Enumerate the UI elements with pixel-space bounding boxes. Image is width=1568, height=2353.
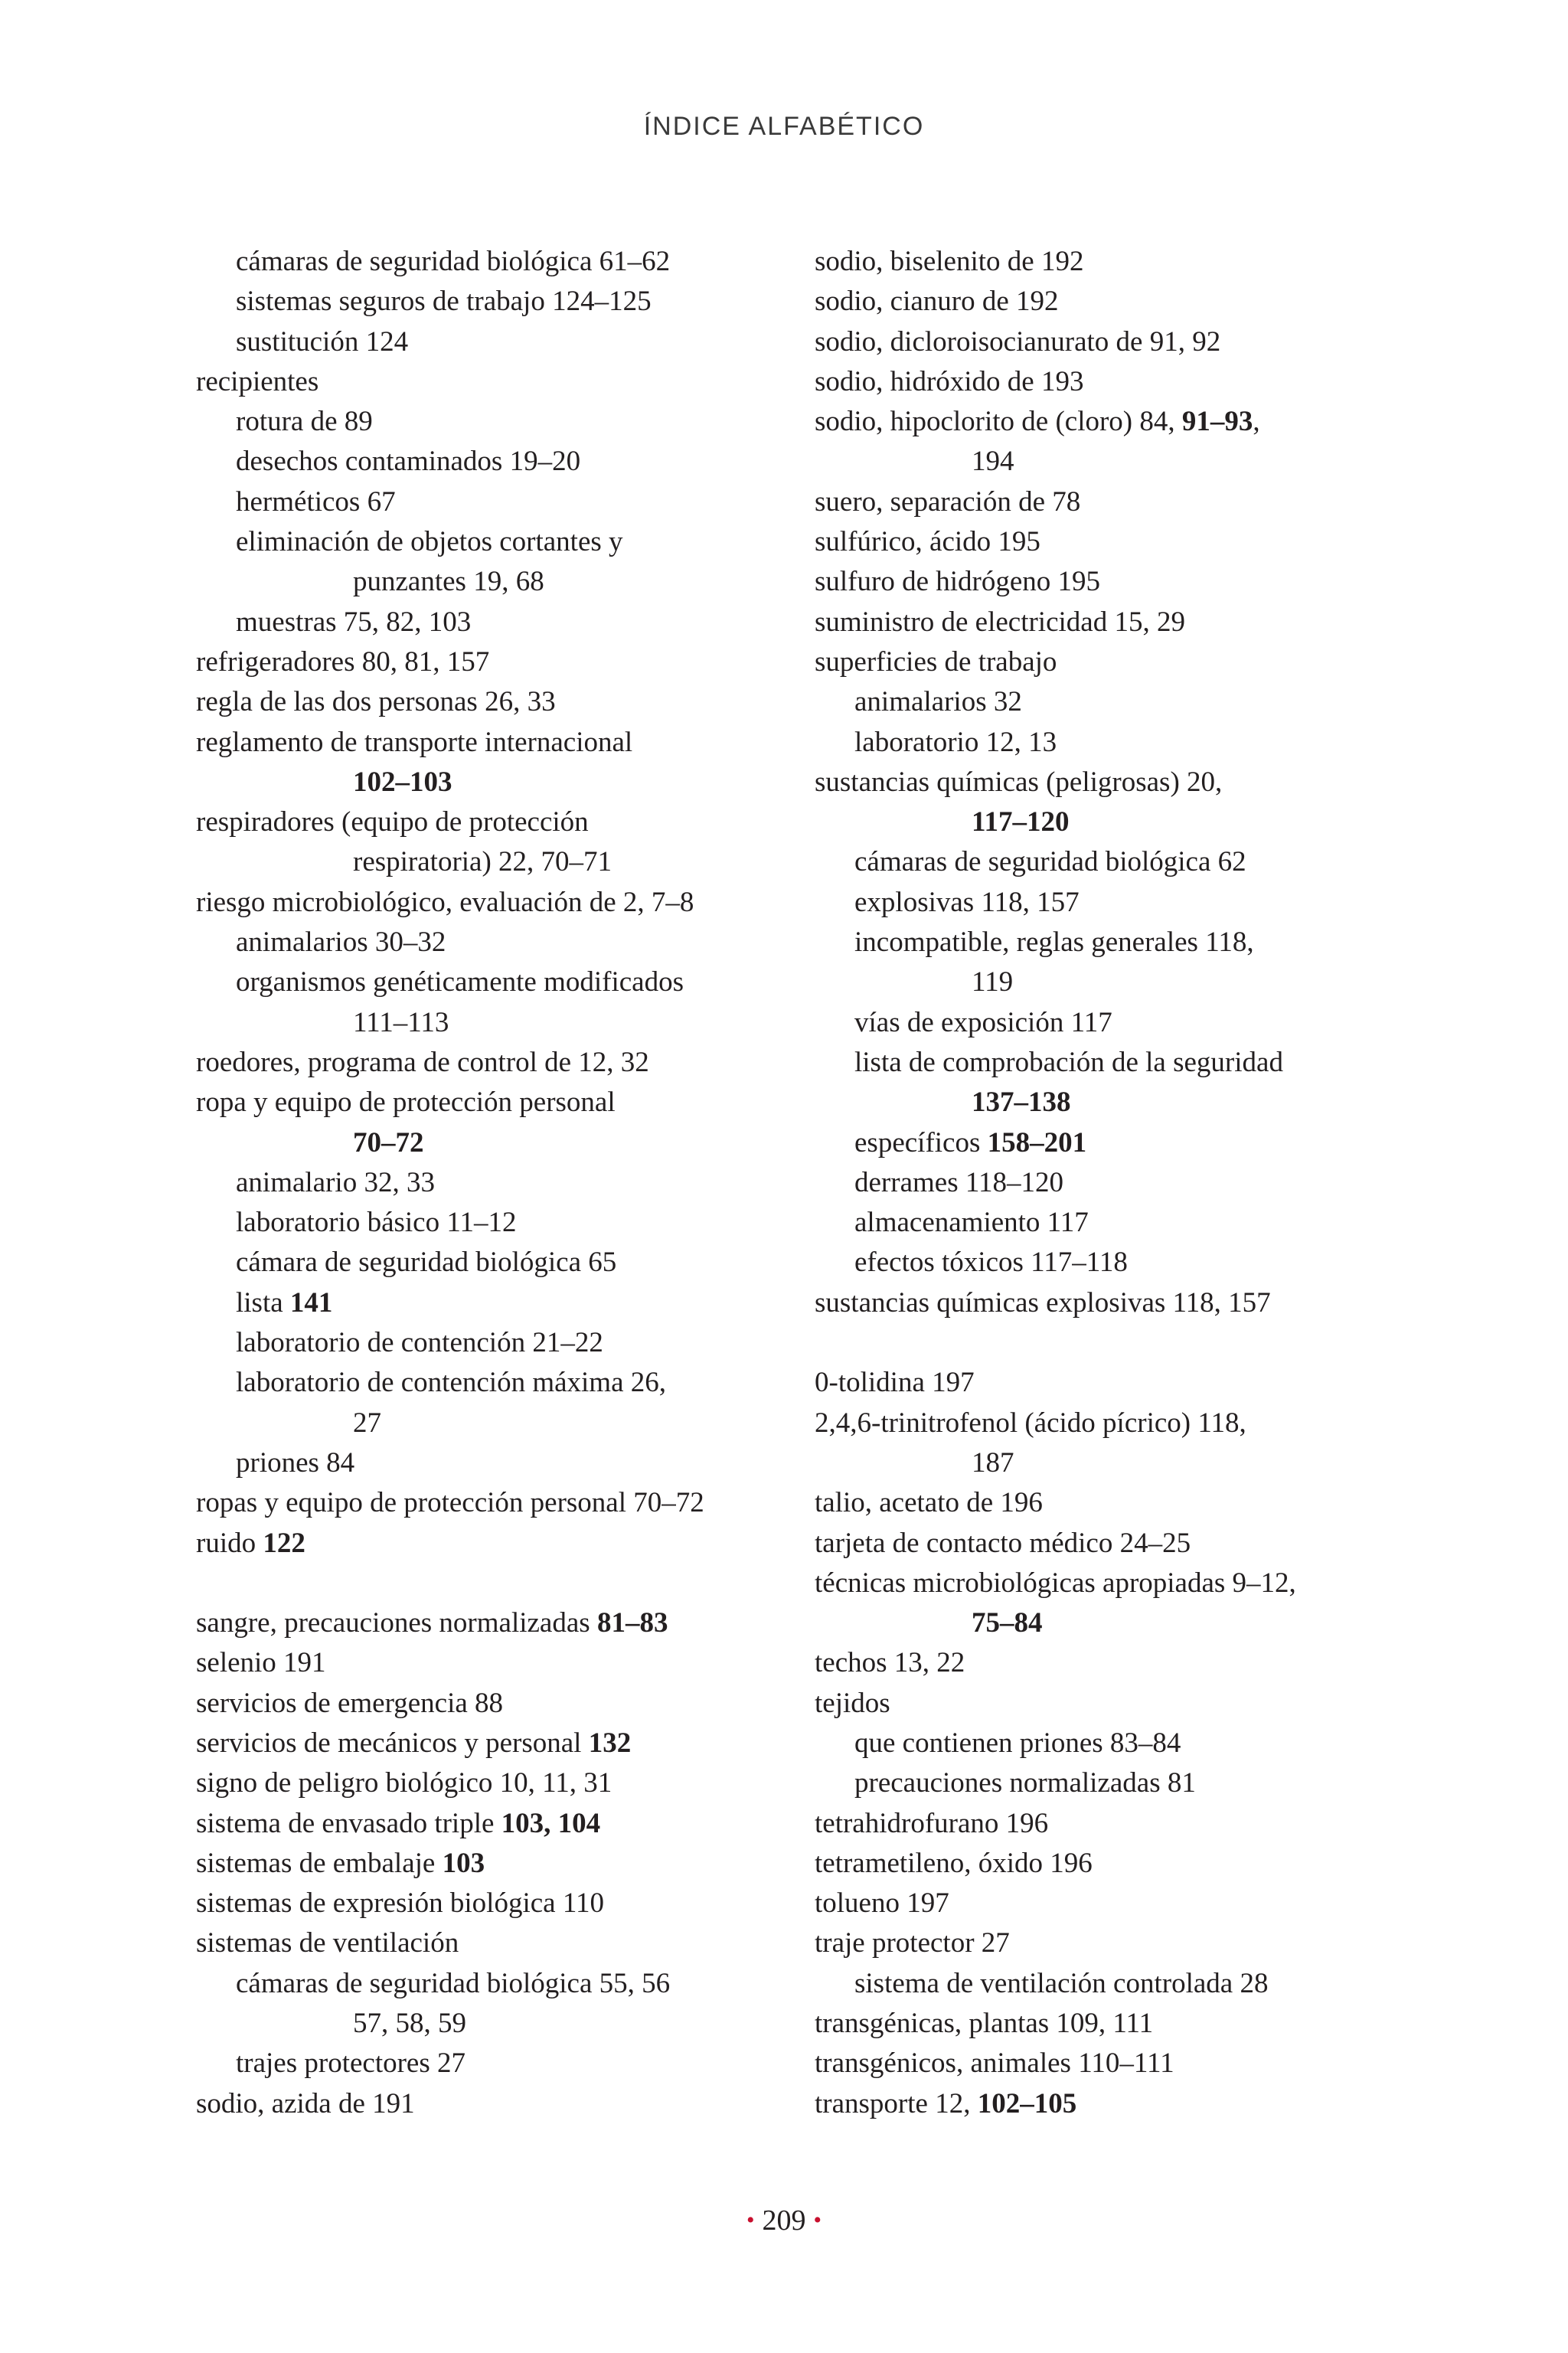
entry-text: selenio 191 bbox=[196, 1647, 326, 1679]
entry-text: servicios de emergencia 88 bbox=[196, 1687, 504, 1719]
entry-text: vías de exposición 117 bbox=[854, 1006, 1112, 1038]
index-entry bbox=[196, 1804, 778, 1844]
entry-text: 0-tolidina 197 bbox=[815, 1367, 975, 1399]
entry-text: superficies de trabajo bbox=[815, 645, 1057, 678]
index-subentry bbox=[196, 1163, 778, 1203]
entry-text: animalarios 30–32 bbox=[236, 926, 446, 959]
entry-text: sodio, azida de 191 bbox=[196, 2087, 415, 2119]
entry-text: servicios de mecánicos y personal bbox=[196, 1727, 589, 1759]
index-entry bbox=[196, 1603, 778, 1643]
index-entry-continuation bbox=[815, 442, 1396, 482]
entry-text: sistemas de embalaje bbox=[196, 1847, 443, 1879]
index-entry-continuation bbox=[815, 1443, 1396, 1483]
entry-text: respiratoria) 22, 70–71 bbox=[353, 846, 612, 878]
bullet-icon: • bbox=[813, 2208, 822, 2233]
index-subentry bbox=[815, 1003, 1396, 1043]
index-subentry bbox=[815, 1243, 1396, 1283]
entry-text: muestras 75, 82, 103 bbox=[236, 606, 472, 638]
index-subentry bbox=[196, 242, 778, 282]
entry-text: cámara de seguridad biológica 65 bbox=[236, 1247, 617, 1279]
entry-text: laboratorio básico 11–12 bbox=[236, 1207, 517, 1239]
entry-text: 194 bbox=[972, 446, 1014, 478]
entry-text: cámaras de seguridad biológica 62 bbox=[854, 846, 1246, 878]
entry-text: laboratorio de contención máxima 26, bbox=[236, 1367, 667, 1399]
index-subentry bbox=[815, 1163, 1396, 1203]
index-entry bbox=[196, 1923, 778, 1963]
index-column-left bbox=[196, 242, 778, 2124]
index-subentry bbox=[815, 682, 1396, 722]
index-entry bbox=[196, 723, 778, 763]
bullet-icon: • bbox=[746, 2208, 755, 2233]
index-entry bbox=[815, 1564, 1396, 1603]
entry-text: organismos genéticamente modificados bbox=[236, 966, 684, 998]
entry-text: tejidos bbox=[815, 1687, 890, 1719]
page-footer bbox=[0, 2204, 1568, 2237]
index-entry-continuation bbox=[196, 763, 778, 802]
index-entry bbox=[196, 1043, 778, 1083]
index-entry-continuation bbox=[196, 1123, 778, 1163]
entry-text: priones 84 bbox=[236, 1446, 355, 1479]
index-entry bbox=[196, 1684, 778, 1724]
entry-text: animalario 32, 33 bbox=[236, 1166, 435, 1198]
index-entry-continuation bbox=[815, 1603, 1396, 1643]
page-ref-main: 81–83 bbox=[596, 1607, 668, 1639]
entry-text: reglamento de transporte internacional bbox=[196, 726, 633, 758]
index-entry bbox=[815, 1884, 1396, 1923]
index-entry-continuation bbox=[196, 2004, 778, 2044]
index-subentry bbox=[815, 1724, 1396, 1763]
index-entry bbox=[815, 1643, 1396, 1683]
entry-text: laboratorio de contención 21–22 bbox=[236, 1327, 603, 1359]
index-entry-continuation bbox=[815, 962, 1396, 1002]
index-entry bbox=[815, 2044, 1396, 2083]
index-subentry bbox=[196, 603, 778, 642]
entry-text: 187 bbox=[972, 1446, 1014, 1479]
page-ref-main: 117–120 bbox=[972, 806, 1070, 838]
entry-text: traje protector 27 bbox=[815, 1927, 1010, 1959]
index-subentry bbox=[196, 402, 778, 442]
entry-text: sulfúrico, ácido 195 bbox=[815, 526, 1040, 558]
entry-text: específicos bbox=[854, 1126, 988, 1159]
index-entry bbox=[815, 1524, 1396, 1564]
entry-text: rotura de 89 bbox=[236, 406, 373, 438]
entry-text: tolueno 197 bbox=[815, 1887, 949, 1920]
running-head: ÍNDICE ALFABÉTICO bbox=[643, 112, 925, 141]
index-entry bbox=[815, 1483, 1396, 1523]
index-entry bbox=[196, 802, 778, 842]
entry-text: suero, separación de 78 bbox=[815, 485, 1081, 518]
entry-text: laboratorio 12, 13 bbox=[854, 726, 1057, 758]
index-entry-continuation bbox=[815, 802, 1396, 842]
entry-text: talio, acetato de 196 bbox=[815, 1487, 1043, 1519]
entry-text: 27 bbox=[353, 1407, 381, 1439]
page-ref-main: 103, 104 bbox=[501, 1807, 601, 1839]
entry-text: tarjeta de contacto médico 24–25 bbox=[815, 1527, 1191, 1559]
index-entry bbox=[815, 1404, 1396, 1443]
entry-text: incompatible, reglas generales 118, bbox=[854, 926, 1254, 959]
index-entry bbox=[196, 1524, 778, 1564]
index-subentry bbox=[196, 1243, 778, 1283]
index-entry bbox=[815, 1283, 1396, 1323]
index-entry bbox=[815, 1363, 1396, 1403]
page-number: 209 bbox=[762, 2204, 806, 2237]
entry-text: transgénicas, plantas 109, 111 bbox=[815, 2008, 1154, 2040]
entry-text: sodio, biselenito de 192 bbox=[815, 246, 1084, 277]
index-entry bbox=[196, 1483, 778, 1523]
entry-text: suministro de electricidad 15, 29 bbox=[815, 606, 1185, 638]
entry-text: punzantes 19, 68 bbox=[353, 566, 544, 598]
entry-text: 119 bbox=[972, 966, 1014, 998]
entry-text: almacenamiento 117 bbox=[854, 1207, 1089, 1239]
page-ref-main: 158–201 bbox=[987, 1126, 1087, 1159]
index-entry bbox=[196, 1884, 778, 1923]
entry-text: sistema de envasado triple bbox=[196, 1807, 501, 1839]
entry-text: desechos contaminados 19–20 bbox=[236, 446, 581, 478]
index-entry bbox=[196, 1844, 778, 1884]
page-ref-main: 102–103 bbox=[353, 766, 452, 798]
index-entry bbox=[196, 2084, 778, 2124]
index-subentry bbox=[196, 442, 778, 482]
index-entry bbox=[815, 482, 1396, 522]
index-column-right bbox=[815, 242, 1396, 2124]
index-subentry bbox=[196, 322, 778, 362]
entry-text: tetrametileno, óxido 196 bbox=[815, 1847, 1093, 1879]
entry-text: sustancias químicas (peligrosas) 20, bbox=[815, 766, 1223, 798]
index-subentry bbox=[815, 1203, 1396, 1243]
entry-text: sustancias químicas explosivas 118, 157 bbox=[815, 1286, 1271, 1319]
index-entry bbox=[196, 642, 778, 682]
page-ref-main: 137–138 bbox=[972, 1087, 1071, 1119]
entry-text: cámaras de seguridad biológica 61–62 bbox=[236, 246, 671, 277]
index-gap bbox=[196, 1564, 778, 1603]
index-entry bbox=[815, 1923, 1396, 1963]
entry-text: cámaras de seguridad biológica 55, 56 bbox=[236, 1967, 671, 1999]
index-subentry bbox=[815, 1123, 1396, 1163]
index-entry bbox=[815, 562, 1396, 602]
entry-text: derrames 118–120 bbox=[854, 1166, 1063, 1198]
index-subentry bbox=[196, 1323, 778, 1363]
index-entry-continuation bbox=[196, 1404, 778, 1443]
entry-text: sodio, dicloroisocianurato de 91, 92 bbox=[815, 325, 1221, 358]
entry-text: ruido bbox=[196, 1527, 263, 1559]
entry-text: 111–113 bbox=[353, 1006, 449, 1038]
index-entry bbox=[815, 242, 1396, 282]
entry-text: recipientes bbox=[196, 365, 319, 397]
index-subentry bbox=[196, 282, 778, 322]
entry-text: efectos tóxicos 117–118 bbox=[854, 1247, 1128, 1279]
index-entry bbox=[815, 282, 1396, 322]
entry-text: herméticos 67 bbox=[236, 485, 396, 518]
entry-text: techos 13, 22 bbox=[815, 1647, 965, 1679]
entry-text: signo de peligro biológico 10, 11, 31 bbox=[196, 1767, 612, 1799]
entry-text: sustitución 124 bbox=[236, 325, 409, 358]
index-entry bbox=[815, 402, 1396, 442]
index-entry bbox=[815, 1844, 1396, 1884]
index-subentry bbox=[815, 1763, 1396, 1803]
index-subentry bbox=[196, 962, 778, 1002]
index-subentry bbox=[196, 1964, 778, 2004]
index-entry bbox=[815, 1804, 1396, 1844]
index-subentry bbox=[196, 482, 778, 522]
entry-text: transgénicos, animales 110–111 bbox=[815, 2047, 1174, 2080]
entry-text: sangre, precauciones normalizadas bbox=[196, 1607, 597, 1639]
entry-text: 57, 58, 59 bbox=[353, 2008, 466, 2040]
index-entry bbox=[196, 682, 778, 722]
entry-text: transporte 12, bbox=[815, 2087, 978, 2119]
index-subentry bbox=[815, 923, 1396, 962]
entry-text: sodio, hidróxido de 193 bbox=[815, 365, 1084, 397]
index-entry bbox=[196, 1643, 778, 1683]
entry-text: sodio, hipoclorito de (cloro) 84, bbox=[815, 406, 1182, 438]
entry-text: técnicas microbiológicas apropiadas 9–12, bbox=[815, 1567, 1296, 1599]
index-entry bbox=[196, 1083, 778, 1123]
entry-text: sistemas de ventilación bbox=[196, 1927, 459, 1959]
index-subentry bbox=[196, 1363, 778, 1403]
entry-text: que contienen priones 83–84 bbox=[854, 1727, 1181, 1759]
entry-text: ropas y equipo de protección personal 70–72 bbox=[196, 1487, 704, 1519]
index-subentry bbox=[815, 1964, 1396, 2004]
entry-text: explosivas 118, 157 bbox=[854, 886, 1080, 918]
entry-text: , bbox=[1253, 406, 1260, 438]
entry-text: eliminación de objetos cortantes y bbox=[236, 526, 623, 558]
entry-text: trajes protectores 27 bbox=[236, 2047, 466, 2080]
index-subentry bbox=[196, 1283, 778, 1323]
index-subentry bbox=[196, 1443, 778, 1483]
entry-text: precauciones normalizadas 81 bbox=[854, 1767, 1196, 1799]
index-subentry bbox=[196, 1203, 778, 1243]
entry-text: tetrahidrofurano 196 bbox=[815, 1807, 1049, 1839]
entry-text: roedores, programa de control de 12, 32 bbox=[196, 1046, 649, 1078]
page-ref-main: 75–84 bbox=[972, 1607, 1043, 1639]
index-entry bbox=[815, 2084, 1396, 2124]
index-entry bbox=[815, 642, 1396, 682]
index-subentry bbox=[196, 923, 778, 962]
index-entry bbox=[196, 883, 778, 923]
index-entry bbox=[815, 2004, 1396, 2044]
entry-text: refrigeradores 80, 81, 157 bbox=[196, 645, 490, 678]
index-entry-continuation bbox=[196, 1003, 778, 1043]
page-ref-main: 103 bbox=[442, 1847, 485, 1879]
entry-text: ropa y equipo de protección personal bbox=[196, 1087, 616, 1119]
page-ref-main: 91–93 bbox=[1181, 406, 1253, 438]
index-subentry bbox=[196, 2044, 778, 2083]
entry-text: sistemas de expresión biológica 110 bbox=[196, 1887, 604, 1920]
index-entry bbox=[815, 522, 1396, 562]
entry-text: lista de comprobación de la seguridad bbox=[854, 1046, 1283, 1078]
index-entry-continuation bbox=[815, 1083, 1396, 1123]
entry-text: sistema de ventilación controlada 28 bbox=[854, 1967, 1269, 1999]
page-ref-main: 70–72 bbox=[353, 1126, 424, 1159]
index-subentry bbox=[196, 522, 778, 562]
index-entry bbox=[815, 763, 1396, 802]
page-ref-main: 122 bbox=[263, 1527, 305, 1559]
index-subentry bbox=[815, 1043, 1396, 1083]
page-ref-main: 132 bbox=[588, 1727, 632, 1759]
entry-text: animalarios 32 bbox=[854, 686, 1022, 718]
index-subentry bbox=[815, 883, 1396, 923]
page-ref-main: 141 bbox=[289, 1286, 333, 1319]
index-subentry bbox=[815, 723, 1396, 763]
index-entry bbox=[815, 1684, 1396, 1724]
index-entry bbox=[196, 1724, 778, 1763]
index-entry bbox=[815, 322, 1396, 362]
entry-text: riesgo microbiológico, evaluación de 2, 7–8 bbox=[196, 886, 694, 918]
index-entry bbox=[196, 1763, 778, 1803]
entry-text: lista bbox=[236, 1286, 290, 1319]
index-gap bbox=[815, 1323, 1396, 1363]
index-entry bbox=[196, 362, 778, 402]
entry-text: 2,4,6-trinitrofenol (ácido pícrico) 118, bbox=[815, 1407, 1246, 1439]
entry-text: regla de las dos personas 26, 33 bbox=[196, 686, 556, 718]
entry-text: sulfuro de hidrógeno 195 bbox=[815, 566, 1101, 598]
entry-text: sistemas seguros de trabajo 124–125 bbox=[236, 286, 652, 318]
index-subentry bbox=[815, 842, 1396, 882]
index-entry-continuation bbox=[196, 842, 778, 882]
index-entry bbox=[815, 603, 1396, 642]
entry-text: respiradores (equipo de protección bbox=[196, 806, 589, 838]
page-ref-main: 102–105 bbox=[977, 2087, 1077, 2119]
index-entry bbox=[815, 362, 1396, 402]
entry-text: sodio, cianuro de 192 bbox=[815, 286, 1059, 318]
index-entry-continuation bbox=[196, 562, 778, 602]
